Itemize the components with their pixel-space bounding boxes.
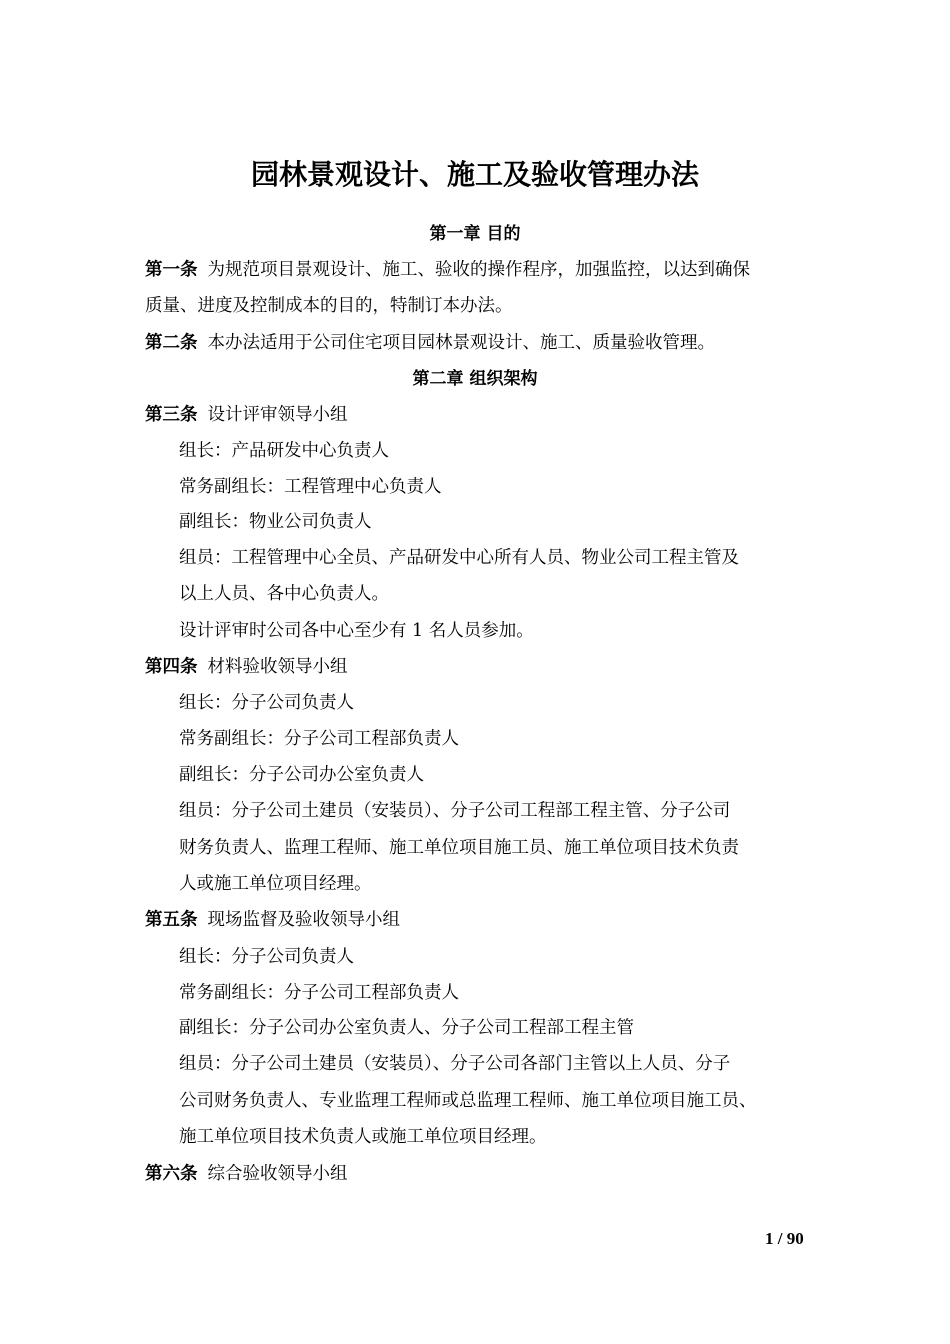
- list-item: 公司财务负责人、专业监理工程师或总监理工程师、施工单位项目施工员、: [179, 1091, 757, 1111]
- list-item: 组长：分子公司负责人: [179, 693, 354, 713]
- article-number: 第六条: [145, 1164, 198, 1184]
- article-1: [145, 258, 750, 282]
- list-item: 组员：分子公司土建员（安装员）、分子公司各部门主管以上人员、分子: [179, 1054, 731, 1074]
- article-number: 第四条: [145, 657, 198, 677]
- article-text: 为规范项目景观设计、施工、验收的操作程序，加强监控，以达到确保: [207, 260, 750, 280]
- list-item: 副组长：物业公司负责人: [179, 512, 372, 532]
- list-item: 人或施工单位项目经理。: [179, 874, 372, 894]
- article-text: 本办法适用于公司住宅项目园林景观设计、施工、质量验收管理。: [207, 333, 715, 353]
- article-text: 综合验收领导小组: [207, 1164, 348, 1184]
- list-item: 施工单位项目技术负责人或施工单位项目经理。: [179, 1127, 547, 1147]
- list-item: 常务副组长：分子公司工程部负责人: [179, 729, 459, 749]
- article-4: [145, 655, 348, 679]
- list-item: 副组长：分子公司办公室负责人: [179, 765, 424, 785]
- list-item: 设计评审时公司各中心至少有 1 名人员参加。: [179, 621, 534, 641]
- list-item: 以上人员、各中心负责人。: [179, 584, 389, 604]
- article-5: [145, 908, 400, 932]
- article-2: [145, 331, 715, 355]
- list-item: 组长：产品研发中心负责人: [179, 441, 389, 461]
- list-item: 组员：分子公司土建员（安装员）、分子公司工程部工程主管、分子公司: [179, 801, 731, 821]
- article-number: 第二条: [145, 333, 198, 353]
- article-text: 现场监督及验收领导小组: [207, 910, 400, 930]
- page-number: 1 / 90: [765, 1229, 804, 1248]
- article-text: 设计评审领导小组: [207, 405, 348, 425]
- article-text-continuation: 质量、进度及控制成本的目的，特制订本办法。: [145, 296, 513, 316]
- list-item: 组长：分子公司负责人: [179, 947, 354, 967]
- article-number: 第一条: [145, 260, 198, 280]
- article-text: 材料验收领导小组: [207, 657, 348, 677]
- list-item: 常务副组长：工程管理中心负责人: [179, 477, 442, 497]
- list-item: 财务负责人、监理工程师、施工单位项目施工员、施工单位项目技术负责: [179, 838, 739, 858]
- chapter-heading: 第一章 目的: [429, 224, 521, 244]
- article-3: [145, 403, 348, 427]
- list-item: 组员：工程管理中心全员、产品研发中心所有人员、物业公司工程主管及: [179, 548, 739, 568]
- chapter-heading: 第二章 组织架构: [412, 369, 538, 389]
- article-number: 第三条: [145, 405, 198, 425]
- article-number: 第五条: [145, 910, 198, 930]
- document-title: 园林景观设计、施工及验收管理办法: [250, 158, 699, 191]
- list-item: 常务副组长：分子公司工程部负责人: [179, 983, 459, 1003]
- article-6: [145, 1162, 348, 1186]
- list-item: 副组长：分子公司办公室负责人、分子公司工程部工程主管: [179, 1018, 634, 1038]
